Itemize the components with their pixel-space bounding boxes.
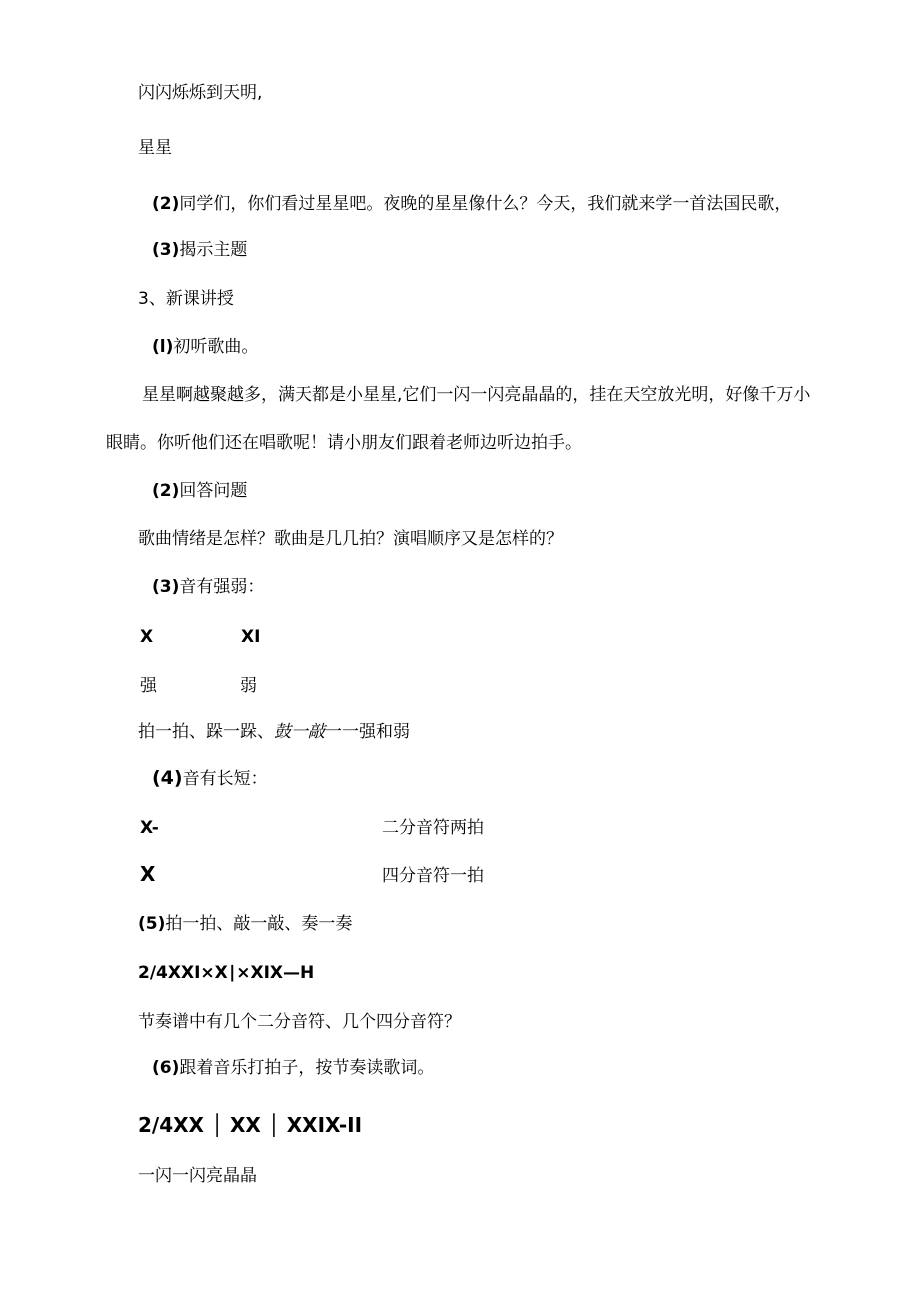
line-18 — [138, 913, 352, 935]
item-number: (3) — [152, 240, 180, 260]
note-x: X — [140, 627, 154, 647]
label-weak: 弱 — [240, 676, 257, 696]
item-text: 同学们，你们看过星星吧。夜晚的星星像什么？今天，我们就来学一首法国民歌， — [179, 194, 792, 214]
line-15 — [152, 767, 268, 790]
item-number: (3) — [152, 577, 180, 597]
line-2: 星星 — [138, 138, 172, 158]
label-strong: 强 — [140, 676, 157, 696]
item-text: 音有长短： — [182, 769, 268, 789]
rhythm-notation-2: 2/4XX │ XX │ XXIX-II — [138, 1113, 363, 1137]
item-number: (2) — [152, 194, 180, 214]
item-text: 拍一拍、敲一敲、奏一奏 — [165, 914, 353, 934]
item-number: (4) — [152, 767, 183, 789]
question-line: 歌曲情绪是怎样？歌曲是几几拍？演唱顺序又是怎样的？ — [138, 529, 563, 549]
line-9 — [152, 480, 247, 502]
note-x-dash: X- — [140, 818, 159, 838]
line-1: 闪闪烁烁到天明, — [138, 83, 263, 103]
rhythm-notation-1: 2/4XXI×X∣×XIX—H — [138, 963, 315, 983]
text-part-1: 拍一拍、跺一跺、 — [138, 722, 274, 742]
line-4 — [152, 239, 247, 261]
line-3 — [152, 193, 791, 215]
item-number: (l) — [152, 337, 174, 357]
question-line-2: 节奏谱中有几个二分音符、几个四分音符？ — [138, 1012, 461, 1032]
half-note-label: 二分音符两拍 — [382, 818, 484, 838]
item-number: (6) — [152, 1058, 180, 1078]
item-text: 揭示主题 — [179, 240, 248, 260]
line-11 — [152, 576, 264, 598]
lyrics-line: 一闪一闪亮晶晶 — [138, 1166, 257, 1186]
text-part-3: 一一强和弱 — [325, 722, 410, 742]
paragraph-line-1: 星星啊越聚越多，满天都是小星星,它们一闪一闪亮晶晶的，挂在天空放光明，好像千万小 — [142, 385, 811, 405]
item-text: 回答问题 — [179, 481, 248, 501]
item-text: 初听歌曲。 — [173, 337, 259, 357]
text-part-2: 鼓一敲 — [274, 722, 325, 742]
item-text: 跟着音乐打拍子，按节奏读歌词。 — [179, 1058, 435, 1078]
note-xi: XI — [241, 627, 261, 647]
item-number: (5) — [138, 914, 166, 934]
paragraph-line-2: 眼睛。你听他们还在唱歌呢！请小朋友们跟着老师边听边拍手。 — [106, 433, 582, 453]
item-text: 音有强弱： — [179, 577, 265, 597]
note-x-large: X — [140, 862, 156, 886]
line-21 — [152, 1057, 434, 1079]
item-number: (2) — [152, 481, 180, 501]
line-6 — [152, 336, 258, 358]
section-heading: 3、新课讲授 — [138, 289, 234, 309]
quarter-note-label: 四分音符一拍 — [382, 866, 484, 886]
line-14 — [138, 721, 410, 743]
